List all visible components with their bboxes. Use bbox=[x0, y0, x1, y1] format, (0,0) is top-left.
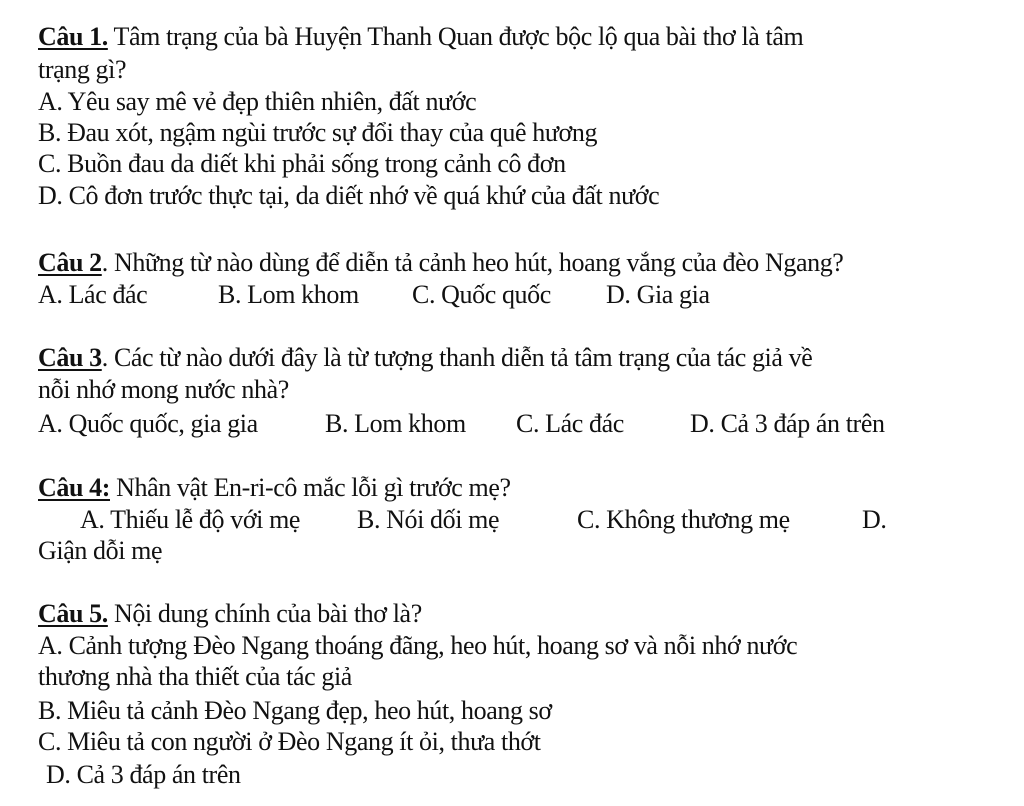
question-3-option-a: A. Quốc quốc, gia gia bbox=[38, 409, 258, 438]
question-1-text: Tâm trạng của bà Huyện Thanh Quan được bộc lộ qua bài thơ là tâm bbox=[107, 22, 804, 51]
question-1-option-c: C. Buồn đau da diết khi phải sống trong cảnh cô đơn bbox=[38, 149, 566, 178]
question-2-text: . Những từ nào dùng để diễn tả cảnh heo hút, hoang vắng của đèo Ngang? bbox=[101, 248, 844, 277]
question-4-option-d: D. bbox=[862, 505, 887, 534]
question-4-label: Câu 4: bbox=[38, 473, 110, 502]
question-1-line-1 bbox=[38, 22, 803, 52]
question-2-option-d: D. Gia gia bbox=[606, 280, 710, 309]
question-1-option-a: A. Yêu say mê vẻ đẹp thiên nhiên, đất nước bbox=[38, 87, 477, 116]
question-3-label: Câu 3 bbox=[38, 343, 102, 372]
question-3-line-2: nỗi nhớ mong nước nhà? bbox=[38, 375, 289, 404]
question-5-option-b: B. Miêu tả cảnh Đèo Ngang đẹp, heo hút, hoang sơ bbox=[38, 696, 552, 725]
question-1-label: Câu 1. bbox=[38, 22, 108, 51]
question-4-text: Nhân vật En-ri-cô mắc lỗi gì trước mẹ? bbox=[110, 473, 511, 502]
question-1-option-d: D. Cô đơn trước thực tại, da diết nhớ về quá khứ của đất nước bbox=[38, 181, 660, 210]
question-1-line-2: trạng gì? bbox=[38, 55, 127, 84]
question-1-option-b: B. Đau xót, ngậm ngùi trước sự đổi thay của quê hương bbox=[38, 118, 598, 147]
question-5-text: Nội dung chính của bài thơ là? bbox=[107, 599, 422, 628]
question-5-option-a: A. Cảnh tượng Đèo Ngang thoáng đãng, heo hút, hoang sơ và nỗi nhớ nước bbox=[38, 631, 798, 660]
question-5-option-a-continued: thương nhà tha thiết của tác giả bbox=[38, 662, 352, 691]
question-4-option-d-continued: Giận dỗi mẹ bbox=[38, 536, 163, 565]
question-2-label: Câu 2 bbox=[38, 248, 102, 277]
question-3-text: . Các từ nào dưới đây là từ tượng thanh diễn tả tâm trạng của tác giả về bbox=[101, 343, 813, 372]
question-4-line-1 bbox=[38, 473, 511, 503]
question-4-option-c: C. Không thương mẹ bbox=[577, 505, 790, 534]
question-5-option-d: D. Cả 3 đáp án trên bbox=[46, 760, 241, 789]
question-2-line-1 bbox=[38, 248, 843, 278]
question-2-option-b: B. Lom khom bbox=[218, 280, 359, 309]
question-3-option-d: D. Cả 3 đáp án trên bbox=[690, 409, 885, 438]
question-3-option-c: C. Lác đác bbox=[516, 409, 624, 438]
question-2-option-a: A. Lác đác bbox=[38, 280, 148, 309]
question-2-option-c: C. Quốc quốc bbox=[412, 280, 551, 309]
question-4-option-b: B. Nói dối mẹ bbox=[357, 505, 500, 534]
question-3-line-1 bbox=[38, 343, 812, 373]
question-5-label: Câu 5. bbox=[38, 599, 108, 628]
question-4-option-a: A. Thiếu lễ độ với mẹ bbox=[80, 505, 301, 534]
question-5-line-1 bbox=[38, 599, 422, 629]
question-3-option-b: B. Lom khom bbox=[325, 409, 466, 438]
question-5-option-c: C. Miêu tả con người ở Đèo Ngang ít ỏi, thưa thớt bbox=[38, 727, 541, 756]
